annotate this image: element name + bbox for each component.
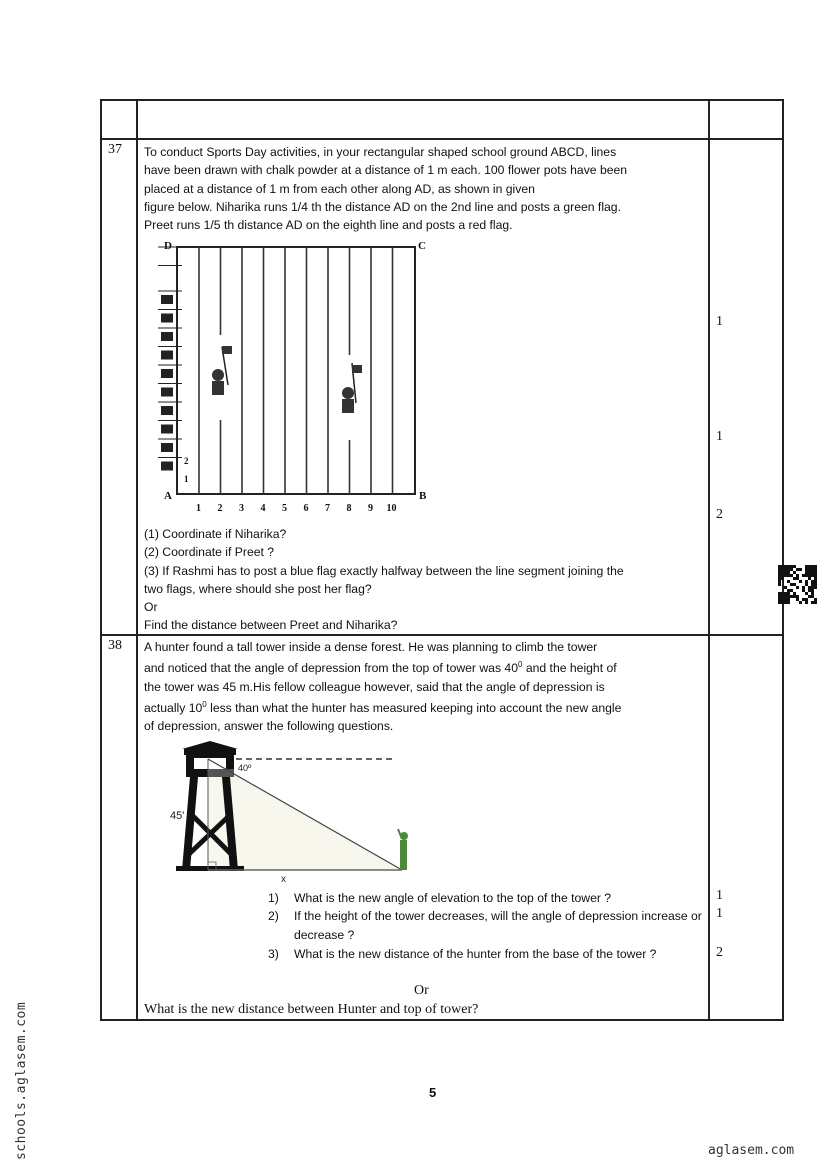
x-tick-label: 5	[282, 503, 287, 514]
superscript: 0	[202, 699, 207, 709]
question-37-subquestions	[144, 525, 704, 635]
mark: 1	[716, 314, 723, 329]
mark: 1	[716, 906, 723, 921]
flower-pot-icon	[161, 388, 173, 397]
table-col-divider	[708, 99, 710, 1021]
subquestion-number: 3)	[268, 947, 279, 961]
text: actually 10	[144, 701, 203, 716]
alternative-question: What is the new distance between Hunter and top of tower?	[144, 1002, 479, 1017]
subquestion: (3) If Rashmi has to post a blue flag exactly halfway between the line segment joining the	[144, 563, 624, 578]
question-number: 38	[108, 638, 122, 653]
x-tick-label: 1	[196, 503, 201, 514]
subquestion: two flags, where should she post her flag?	[144, 581, 372, 596]
x-tick-label: 4	[260, 503, 266, 514]
subquestion-text: What is the new distance of the hunter from the base of the tower ?	[294, 947, 657, 961]
subquestion-text: If the height of the tower decreases, will the angle of depression increase or decrease ?	[294, 909, 702, 942]
x-tick-label: 6	[303, 503, 309, 514]
text-line: figure below. Niharika runs 1/4 th the distance AD on the 2nd line and posts a green flag.	[144, 199, 621, 214]
question-number: 37	[108, 142, 122, 157]
flower-pot-icon	[161, 314, 173, 323]
sports-ground-figure	[150, 235, 440, 520]
flower-pot-icon	[161, 443, 173, 452]
x-tick-label: 7	[325, 503, 330, 514]
or-label: Or	[414, 983, 429, 998]
text-line	[144, 656, 704, 677]
ground-rectangle	[177, 247, 415, 494]
table-border-top	[100, 99, 784, 101]
table-border-left	[100, 99, 102, 1021]
table-border-right	[782, 99, 784, 1021]
y-tick-2: 2	[184, 456, 189, 466]
text: less than what the hunter has measured keeping into account the new angle	[206, 701, 622, 716]
mark: 1	[716, 429, 723, 444]
flower-pot-icon	[161, 406, 173, 415]
page-number: 5	[429, 1085, 437, 1100]
watermark-left: schools.aglasem.com	[14, 1001, 29, 1160]
corner-label-d: D	[164, 240, 172, 252]
question-37-text	[144, 143, 704, 234]
preet-runner-icon	[342, 363, 362, 413]
text-line: To conduct Sports Day activities, in your rectangular shaped school ground ABCD, lines	[144, 145, 617, 159]
niharika-runner-icon	[212, 345, 232, 395]
angle-label: 40º	[238, 763, 252, 773]
table-row-divider	[100, 138, 784, 140]
text-line	[144, 696, 704, 717]
corner-label-c: C	[418, 240, 426, 252]
flower-pot-icon	[161, 425, 173, 434]
mark: 2	[716, 507, 723, 522]
or-label: Or	[144, 600, 158, 615]
x-tick-label: 3	[239, 503, 244, 514]
subquestion: Find the distance between Preet and Niharika?	[144, 618, 398, 633]
subquestion-number: 2)	[268, 909, 279, 923]
subquestion-number: 1)	[268, 891, 279, 905]
text-line: A hunter found a tall tower inside a dense forest. He was planning to climb the tower	[144, 640, 598, 654]
mark: 1	[716, 888, 723, 903]
subquestion: (2) Coordinate if Preet ?	[144, 545, 275, 560]
text: and the height of	[522, 661, 617, 676]
text: and noticed that the angle of depression from the top of tower was 40	[144, 661, 518, 676]
tower-figure	[140, 735, 420, 885]
flower-pot-icon	[161, 332, 173, 341]
subquestion-text: What is the new angle of elevation to the top of the tower ?	[294, 891, 612, 905]
base-label: x	[281, 874, 286, 885]
corner-label-a: A	[164, 490, 172, 502]
height-label: 45'	[170, 810, 185, 822]
flower-pot-icon	[161, 295, 173, 304]
text-line: the tower was 45 m.His fellow colleague however, said that the angle of depression is	[144, 679, 605, 694]
table-col-divider	[136, 99, 138, 1021]
flower-pot-icon	[161, 369, 173, 378]
text-line: of depression, answer the following questions.	[144, 719, 394, 734]
corner-label-b: B	[419, 490, 427, 502]
watermark-right: aglasem.com	[708, 1143, 795, 1158]
qr-code-icon	[778, 565, 817, 604]
x-tick-label: 8	[346, 503, 352, 514]
subquestion: (1) Coordinate if Niharika?	[144, 527, 287, 541]
text-line: placed at a distance of 1 m from each other along AD, as shown in given	[144, 181, 535, 196]
text-line: Preet runs 1/5 th distance AD on the eighth line and posts a red flag.	[144, 218, 513, 233]
superscript: 0	[518, 660, 523, 670]
hunter-icon	[398, 829, 408, 870]
x-tick-label: 2	[217, 503, 223, 514]
table-border-bottom	[100, 1019, 784, 1021]
x-tick-label: 10	[386, 503, 397, 514]
x-tick-label: 9	[368, 503, 373, 514]
flower-pot-icon	[161, 351, 173, 360]
y-tick-1: 1	[184, 474, 189, 484]
flower-pot-icon	[161, 462, 173, 471]
question-38-text	[144, 638, 704, 736]
mark: 2	[716, 945, 723, 960]
text-line: have been drawn with chalk powder at a distance of 1 m each. 100 flower pots have been	[144, 163, 628, 178]
